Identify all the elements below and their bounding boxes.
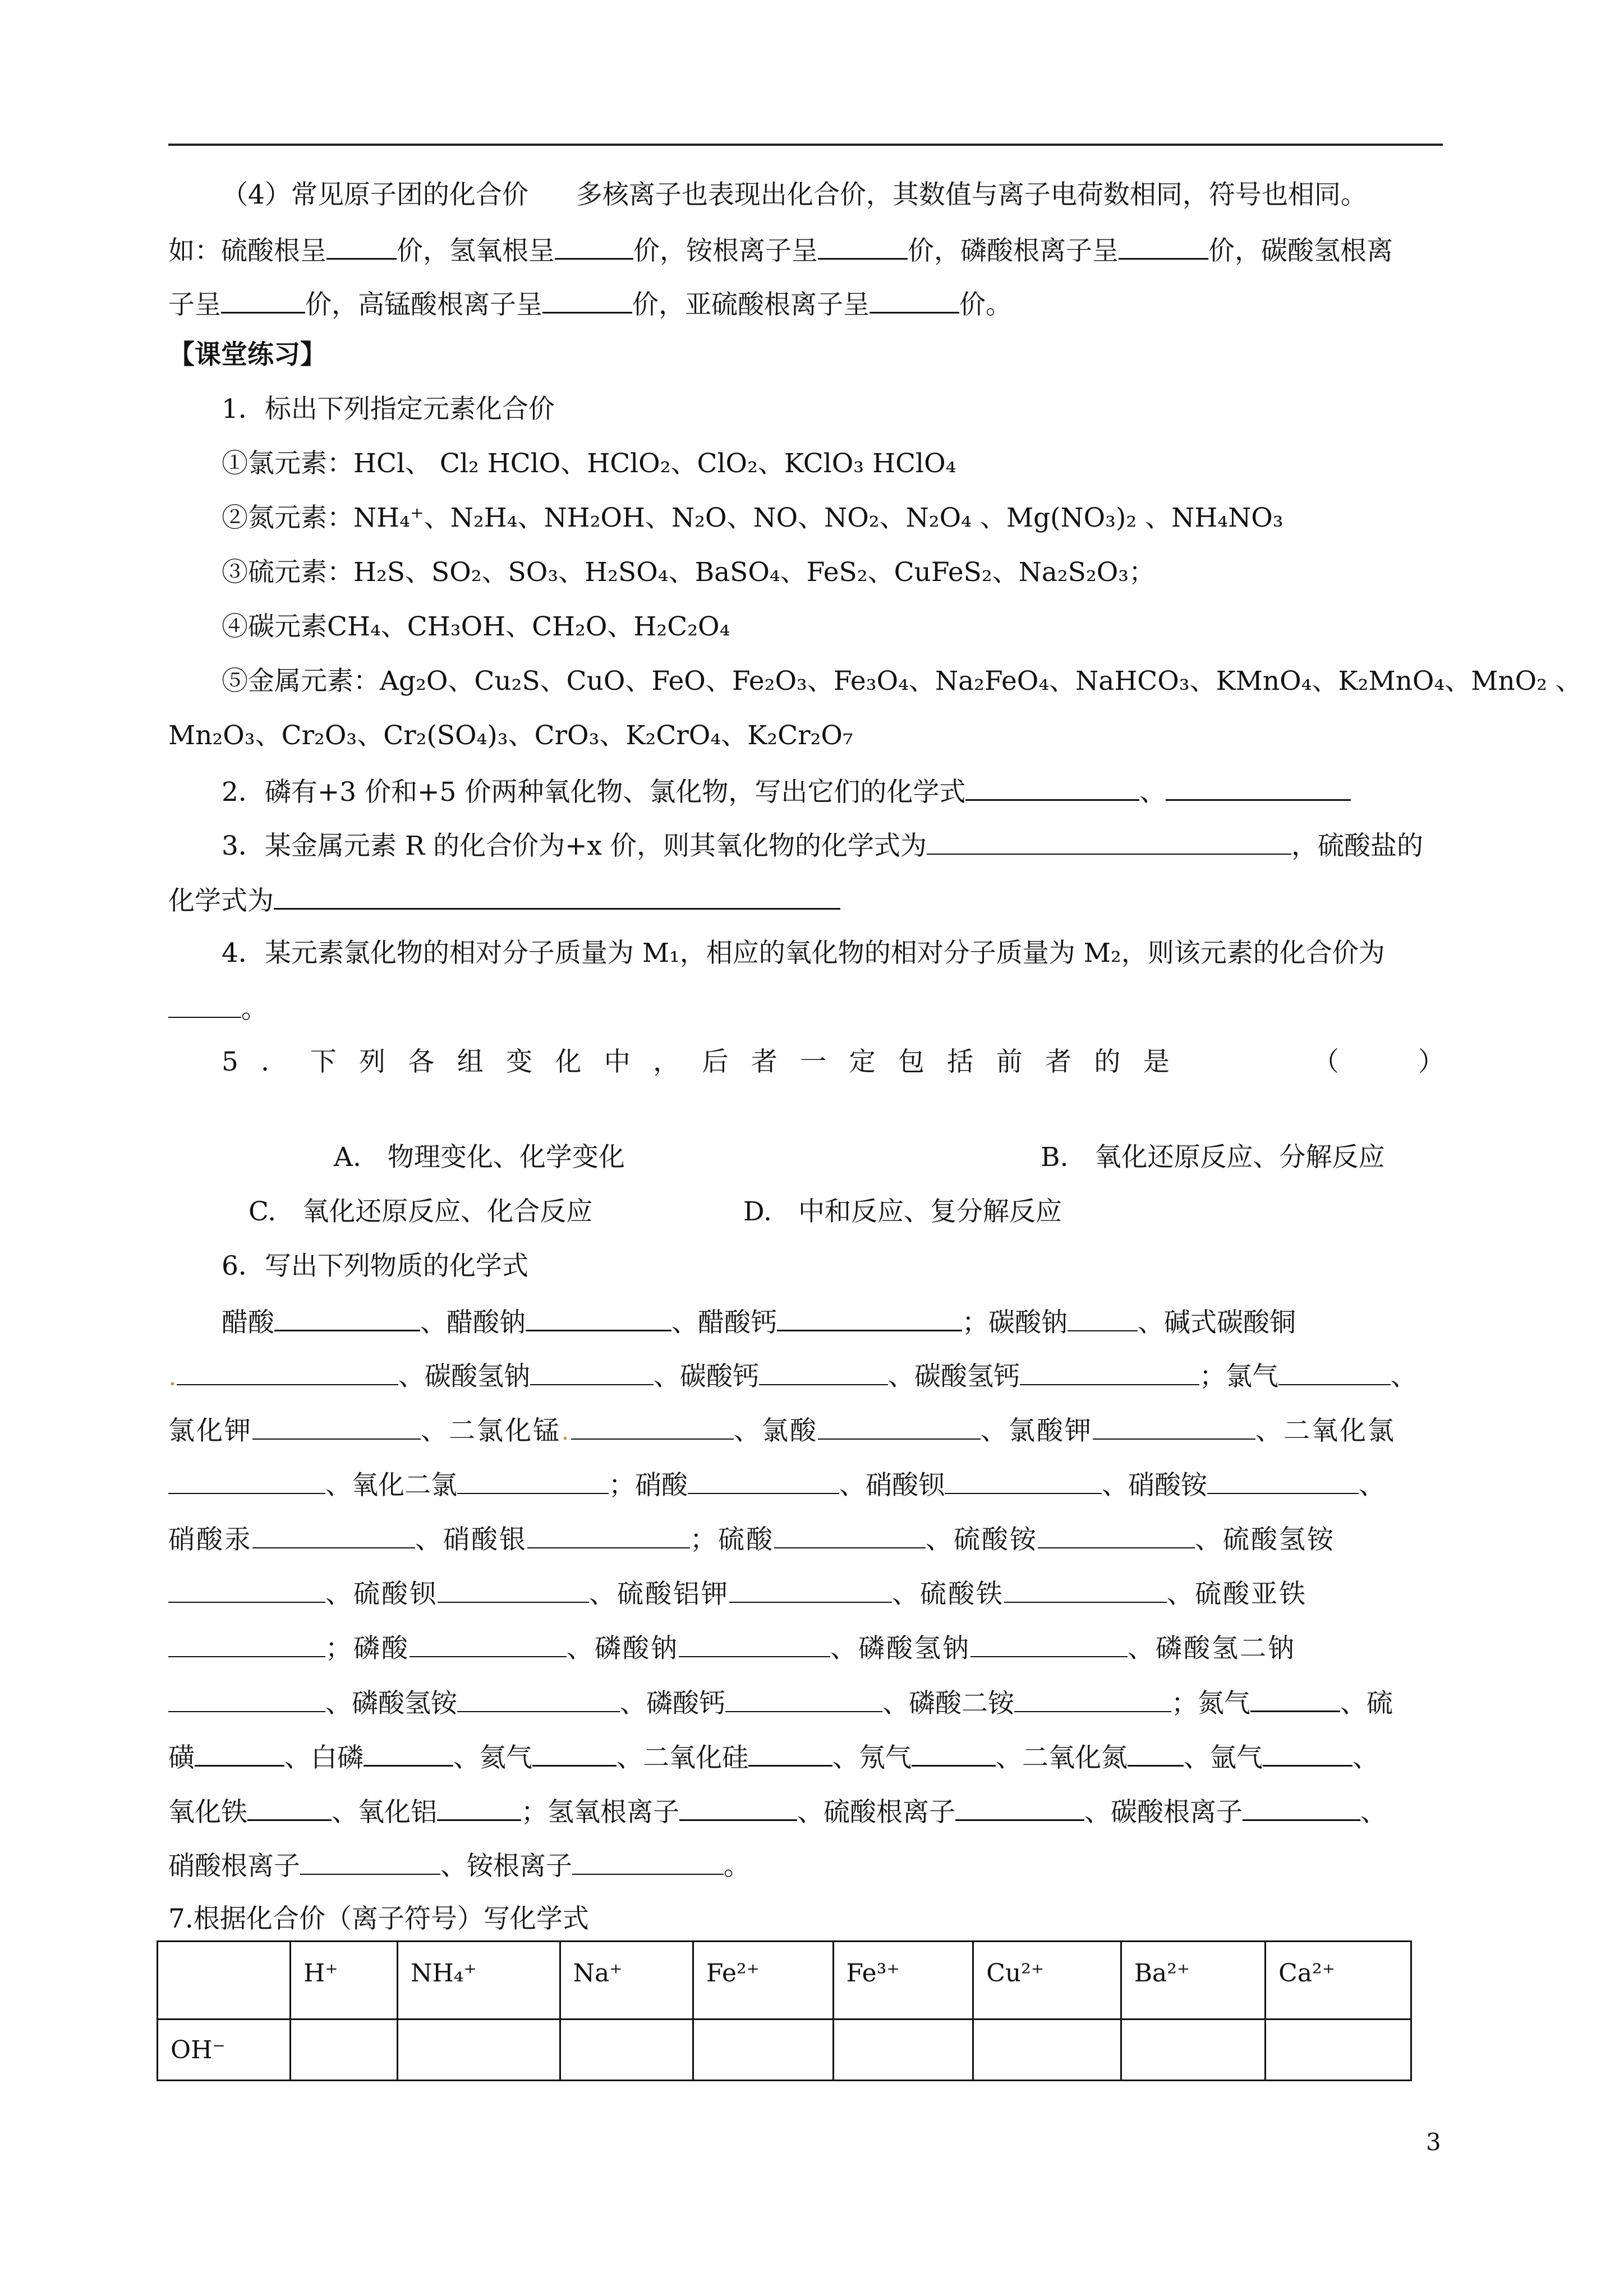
- q6-row7: [168, 1630, 1447, 1666]
- q5-option-b[interactable]: B. 氧化还原反应、分解反应: [1041, 1142, 1385, 1173]
- text: 硝酸根离子: [168, 1851, 300, 1882]
- answer-cell[interactable]: [973, 2020, 1121, 2081]
- answer-cell[interactable]: [291, 2020, 398, 2081]
- text: 磺: [168, 1742, 195, 1773]
- text: ；碳酸钠: [962, 1307, 1068, 1338]
- text: ③硫元素：: [222, 557, 353, 588]
- answer-blank[interactable]: [970, 1630, 1128, 1657]
- answer-blank[interactable]: [774, 1522, 926, 1548]
- text: 、硫酸铝钾: [589, 1579, 729, 1610]
- text: 价，氢氧根呈: [397, 236, 555, 266]
- q1-sulfur: [222, 556, 1501, 589]
- answer-blank[interactable]: [526, 1304, 671, 1331]
- answer-blank[interactable]: [1207, 1467, 1359, 1494]
- q5-stem: [222, 1045, 1444, 1079]
- answer-blank[interactable]: [912, 1739, 996, 1767]
- answer-blank[interactable]: [252, 1413, 421, 1440]
- text: 、氩气: [1184, 1742, 1263, 1773]
- answer-blank[interactable]: [168, 991, 241, 1018]
- answer-blank[interactable]: [1014, 1685, 1171, 1712]
- answer-blank[interactable]: [571, 1413, 734, 1440]
- answer-blank[interactable]: [168, 1685, 325, 1712]
- text: 、硫酸根离子: [797, 1797, 955, 1828]
- text: ；氢氧根离子: [521, 1797, 679, 1828]
- q6-title: 6．写出下列物质的化学式: [222, 1251, 528, 1281]
- answer-blank[interactable]: [530, 1358, 654, 1385]
- question-text: 2．磷有+3 价和+5 价两种氧化物、氯化物，写出它们的化学式: [222, 777, 966, 808]
- answer-blank[interactable]: [410, 1630, 567, 1657]
- text: 、硫: [1340, 1688, 1393, 1719]
- answer-cell[interactable]: [833, 2020, 973, 2081]
- answer-blank[interactable]: [679, 1630, 830, 1657]
- answer-blank[interactable]: [748, 1739, 832, 1767]
- text: 、碳酸钙: [653, 1361, 759, 1392]
- text: 、: [1352, 1742, 1379, 1773]
- char: 各: [408, 1046, 435, 1077]
- char: 的: [1094, 1046, 1121, 1077]
- char: 5: [222, 1046, 238, 1077]
- table-header-cell: Ca²⁺: [1266, 1942, 1411, 2020]
- text: 如：硫酸根呈: [168, 236, 326, 266]
- answer-blank[interactable]: [527, 1522, 690, 1548]
- answer-blank[interactable]: [777, 1304, 962, 1331]
- answer-blank[interactable]: [759, 1358, 888, 1385]
- answer-blank[interactable]: [572, 1848, 724, 1875]
- answer-blank[interactable]: [195, 1739, 284, 1767]
- q5-question: [222, 1045, 1170, 1079]
- table-header-cell: NH₄⁺: [397, 1942, 560, 2020]
- text: 。: [241, 994, 268, 1025]
- q3-line1: [222, 828, 1501, 863]
- answer-blank[interactable]: [247, 1794, 332, 1821]
- text: ⑤金属元素：: [222, 666, 380, 697]
- q4-line1: 4．某元素氯化物的相对分子质量为 M₁，相应的氧化物的相对分子质量为 M₂，则该元素的化合价为: [222, 938, 1385, 969]
- table-header-cell: Fe³⁺: [833, 1942, 973, 2020]
- char: 括: [947, 1046, 974, 1077]
- char: 包: [898, 1046, 924, 1077]
- table-header-row: [158, 1942, 1411, 2020]
- section-heading: 【课堂练习】: [168, 339, 326, 370]
- answer-blank[interactable]: [965, 773, 1139, 801]
- marker: .: [561, 1416, 571, 1446]
- text: 子呈: [168, 289, 221, 320]
- answer-blank[interactable]: [725, 1685, 882, 1712]
- q7-title: 7.根据化合价（离子符号）写化学式: [168, 1903, 589, 1934]
- q1-metal-cont: Mn₂O₃、Cr₂O₃、Cr₂(SO₄)₃、CrO₃、K₂CrO₄、K₂Cr₂O₇: [168, 720, 853, 751]
- char: 定: [849, 1046, 876, 1077]
- text: 、二氯化锰: [421, 1416, 561, 1446]
- text: ，硫酸盐的: [1291, 831, 1423, 861]
- text: 、碳酸氢钠: [398, 1361, 530, 1392]
- formula-list: NH₄⁺、N₂H₄、NH₂OH、N₂O、NO、NO₂、N₂O₄ 、Mg(NO₃)₂ 、NH₄NO₃: [353, 502, 1283, 533]
- q2: [222, 773, 1501, 809]
- text: 、二氧化硅: [617, 1742, 748, 1773]
- formula-list: CH₄、CH₃OH、CH₂O、H₂C₂O₄: [327, 611, 730, 642]
- text: ；磷酸: [325, 1633, 410, 1664]
- q6-row1: [222, 1304, 1501, 1340]
- q1-nitrogen: [222, 501, 1501, 535]
- text: 价，高锰酸根离子呈: [305, 289, 542, 320]
- answer-blank[interactable]: [168, 1630, 325, 1657]
- formula-list: H₂S、SO₂、SO₃、H₂SO₄、BaSO₄、FeS₂、CuFeS₂、Na₂S₂O₃；: [353, 557, 1156, 588]
- answer-blank[interactable]: [274, 1304, 420, 1331]
- formula-list: Ag₂O、Cu₂S、CuO、FeO、Fe₂O₃、Fe₃O₄、Na₂FeO₄、NaHCO₃、KMnO₄、K₂MnO₄、MnO₂ 、: [380, 666, 1582, 697]
- text: 、硝酸银: [415, 1524, 527, 1555]
- answer-cell[interactable]: [1121, 2020, 1265, 2081]
- answer-cell[interactable]: [397, 2020, 560, 2081]
- answer-blank[interactable]: [688, 1467, 839, 1494]
- text: 、硝酸铵: [1102, 1470, 1207, 1501]
- answer-blank[interactable]: [1128, 1739, 1184, 1767]
- para4-line2: [168, 232, 1447, 268]
- text: ；氯气: [1199, 1361, 1278, 1392]
- text: ①氯元素：: [222, 448, 353, 479]
- q6-row4: [168, 1467, 1447, 1502]
- answer-blank[interactable]: [364, 1739, 453, 1767]
- text: 、: [1359, 1470, 1385, 1501]
- char: 中: [604, 1046, 631, 1077]
- answer-blank[interactable]: [457, 1467, 609, 1494]
- char: 列: [358, 1046, 385, 1077]
- text: 醋酸: [222, 1307, 274, 1338]
- text: ；硝酸: [609, 1470, 688, 1501]
- text: 、醋酸钙: [671, 1307, 777, 1338]
- char: 组: [457, 1046, 484, 1077]
- q1-title: 1．标出下列指定元素化合价: [222, 394, 555, 425]
- table-header-cell: [158, 1942, 291, 2020]
- text: ②氮元素：: [222, 502, 353, 533]
- answer-blank[interactable]: [1243, 1794, 1360, 1821]
- text: 、醋酸钠: [420, 1307, 526, 1338]
- char: 者: [1045, 1046, 1072, 1077]
- q5-option-c[interactable]: C. 氧化还原反应、化合反应: [249, 1196, 593, 1227]
- marker: .: [168, 1361, 177, 1392]
- answer-blank[interactable]: [274, 882, 840, 910]
- para4-text: 多核离子也表现出化合价，其数值与离子电荷数相同，符号也相同。: [576, 179, 1367, 210]
- text: ④碳元素: [222, 611, 327, 642]
- text: 价。: [959, 289, 1012, 320]
- table-header-cell: Fe²⁺: [693, 1942, 833, 2020]
- q6-row2: [168, 1358, 1447, 1394]
- text: 价，铵根离子呈: [633, 236, 818, 266]
- text: 、硫酸铵: [926, 1524, 1038, 1555]
- answer-blank[interactable]: [326, 232, 397, 260]
- answer-blank[interactable]: [1263, 1739, 1352, 1767]
- answer-blank[interactable]: [1250, 1685, 1340, 1712]
- char: ，: [653, 1046, 680, 1077]
- char: 变: [506, 1046, 533, 1077]
- q5-option-a[interactable]: A. 物理变化、化学变化: [334, 1142, 625, 1173]
- q1-metal: [222, 665, 1582, 698]
- text: 、硫酸氢铵: [1195, 1524, 1335, 1555]
- answer-blank[interactable]: [457, 1685, 620, 1712]
- para4-line1: [222, 178, 1501, 212]
- answer-blank[interactable]: [1119, 232, 1208, 260]
- answer-blank[interactable]: [729, 1576, 892, 1603]
- q6-row3: [168, 1413, 1447, 1448]
- q6-row6: [168, 1576, 1447, 1611]
- ion-table: [157, 1940, 1412, 2081]
- char: 前: [996, 1046, 1023, 1077]
- page-number: 3: [1426, 2128, 1441, 2156]
- answer-blank[interactable]: [252, 1522, 415, 1548]
- char: 一: [800, 1046, 827, 1077]
- text: 、氯酸钾: [980, 1416, 1093, 1446]
- answer-blank[interactable]: [1020, 1358, 1199, 1385]
- text: 、磷酸氢钠: [830, 1633, 970, 1664]
- answer-blank[interactable]: [945, 1467, 1102, 1494]
- answer-cell[interactable]: [1266, 2020, 1411, 2081]
- answer-blank[interactable]: [438, 1576, 589, 1603]
- text: 、氧化铝: [332, 1797, 437, 1828]
- text: 、碱式碳酸铜: [1138, 1307, 1296, 1338]
- text: 硝酸汞: [168, 1524, 252, 1555]
- text: 、氦气: [453, 1742, 532, 1773]
- text: 、: [1139, 777, 1166, 808]
- q6-row5: [168, 1522, 1447, 1557]
- table-header-cell: H⁺: [291, 1942, 398, 2020]
- header-rule: [168, 144, 1443, 146]
- text: 、碳酸根离子: [1084, 1797, 1243, 1828]
- table-header-cell: Na⁺: [560, 1942, 693, 2020]
- text: 、硝酸钡: [839, 1470, 945, 1501]
- text: ；硫酸: [690, 1524, 774, 1555]
- text: 、硫酸铁: [892, 1579, 1004, 1610]
- answer-blank[interactable]: [927, 828, 1291, 855]
- text: 、氯酸: [733, 1416, 818, 1446]
- text: 、铵根离子: [440, 1851, 572, 1882]
- q6-row8: [168, 1685, 1447, 1721]
- table-header-cell: Cu²⁺: [973, 1942, 1121, 2020]
- text: 、磷酸二铵: [882, 1688, 1014, 1719]
- formula-list: HCl、 Cl₂ HClO、HClO₂、ClO₂、KClO₃ HClO₄: [353, 448, 956, 479]
- answer-blank[interactable]: [1166, 773, 1351, 801]
- text: 、磷酸钙: [620, 1688, 725, 1719]
- answer-blank[interactable]: [168, 1576, 325, 1603]
- text: 、硫酸亚铁: [1167, 1579, 1307, 1610]
- q5-option-d[interactable]: D. 中和反应、复分解反应: [743, 1196, 1062, 1227]
- q3-line2: [168, 882, 1447, 918]
- q6-row11: [168, 1848, 1447, 1883]
- answer-cell[interactable]: [693, 2020, 833, 2081]
- answer-blank[interactable]: [818, 1413, 981, 1440]
- q4-line2: [168, 991, 1447, 1026]
- char: 化: [555, 1046, 582, 1077]
- table-row: [158, 2020, 1411, 2081]
- char: 后: [702, 1046, 729, 1077]
- question-text: 3．某金属元素 R 的化合价为+x 价，则其氧化物的化学式为: [222, 831, 927, 861]
- answer-blank[interactable]: [1278, 1358, 1391, 1385]
- text: 、: [1390, 1361, 1417, 1392]
- text: 、二氧化氯: [1255, 1416, 1396, 1446]
- text: 、磷酸氢铵: [325, 1688, 457, 1719]
- para4-heading: （4）常见原子团的化合价: [222, 179, 528, 210]
- answer-blank[interactable]: [955, 1794, 1084, 1821]
- text: 、硫酸钡: [325, 1579, 438, 1610]
- para4-line3: [168, 286, 1447, 322]
- text: 、磷酸氢二钠: [1128, 1633, 1296, 1664]
- answer-blank[interactable]: [555, 232, 633, 260]
- answer-blank[interactable]: [221, 286, 305, 313]
- answer-blank[interactable]: [1038, 1522, 1195, 1548]
- char: 是: [1143, 1046, 1170, 1077]
- text: 价，亚硫酸根离子呈: [632, 289, 869, 320]
- answer-blank[interactable]: [177, 1358, 398, 1385]
- q1-chlorine: [222, 447, 1501, 481]
- answer-blank[interactable]: [542, 286, 632, 313]
- answer-blank[interactable]: [679, 1794, 797, 1821]
- text: 、氖气: [832, 1742, 912, 1773]
- answer-parentheses[interactable]: （ ）: [1313, 1046, 1444, 1077]
- answer-blank[interactable]: [1093, 1413, 1255, 1440]
- text: 氯化钾: [168, 1416, 252, 1446]
- char: 者: [751, 1046, 778, 1077]
- char: ．: [261, 1046, 288, 1077]
- text: 氧化铁: [168, 1797, 247, 1828]
- text: 、磷酸钠: [567, 1633, 679, 1664]
- text: 、二氧化氮: [996, 1742, 1128, 1773]
- answer-blank[interactable]: [818, 232, 908, 260]
- text: 价，磷酸根离子呈: [908, 236, 1119, 266]
- q1-carbon: [222, 610, 1501, 644]
- text: 、碳酸氢钙: [887, 1361, 1020, 1392]
- answer-cell[interactable]: [560, 2020, 693, 2081]
- answer-blank[interactable]: [437, 1794, 521, 1821]
- row-label: OH⁻: [158, 2020, 291, 2081]
- text: 、氧化二氯: [325, 1470, 457, 1501]
- text: ；氮气: [1171, 1688, 1250, 1719]
- text: 化学式为: [168, 886, 274, 916]
- text: 价，碳酸氢根离: [1208, 236, 1393, 266]
- text: 、白磷: [284, 1742, 364, 1773]
- text: 。: [724, 1851, 750, 1882]
- char: 下: [310, 1046, 337, 1077]
- text: 、: [1360, 1797, 1387, 1828]
- answer-blank[interactable]: [300, 1848, 440, 1875]
- table-header-cell: Ba²⁺: [1121, 1942, 1265, 2020]
- answer-blank[interactable]: [168, 1467, 325, 1494]
- answer-blank[interactable]: [1068, 1304, 1138, 1331]
- q6-row9: [168, 1739, 1447, 1775]
- answer-blank[interactable]: [869, 286, 959, 313]
- answer-blank[interactable]: [1004, 1576, 1167, 1603]
- answer-blank[interactable]: [532, 1739, 617, 1767]
- q6-row10: [168, 1794, 1447, 1829]
